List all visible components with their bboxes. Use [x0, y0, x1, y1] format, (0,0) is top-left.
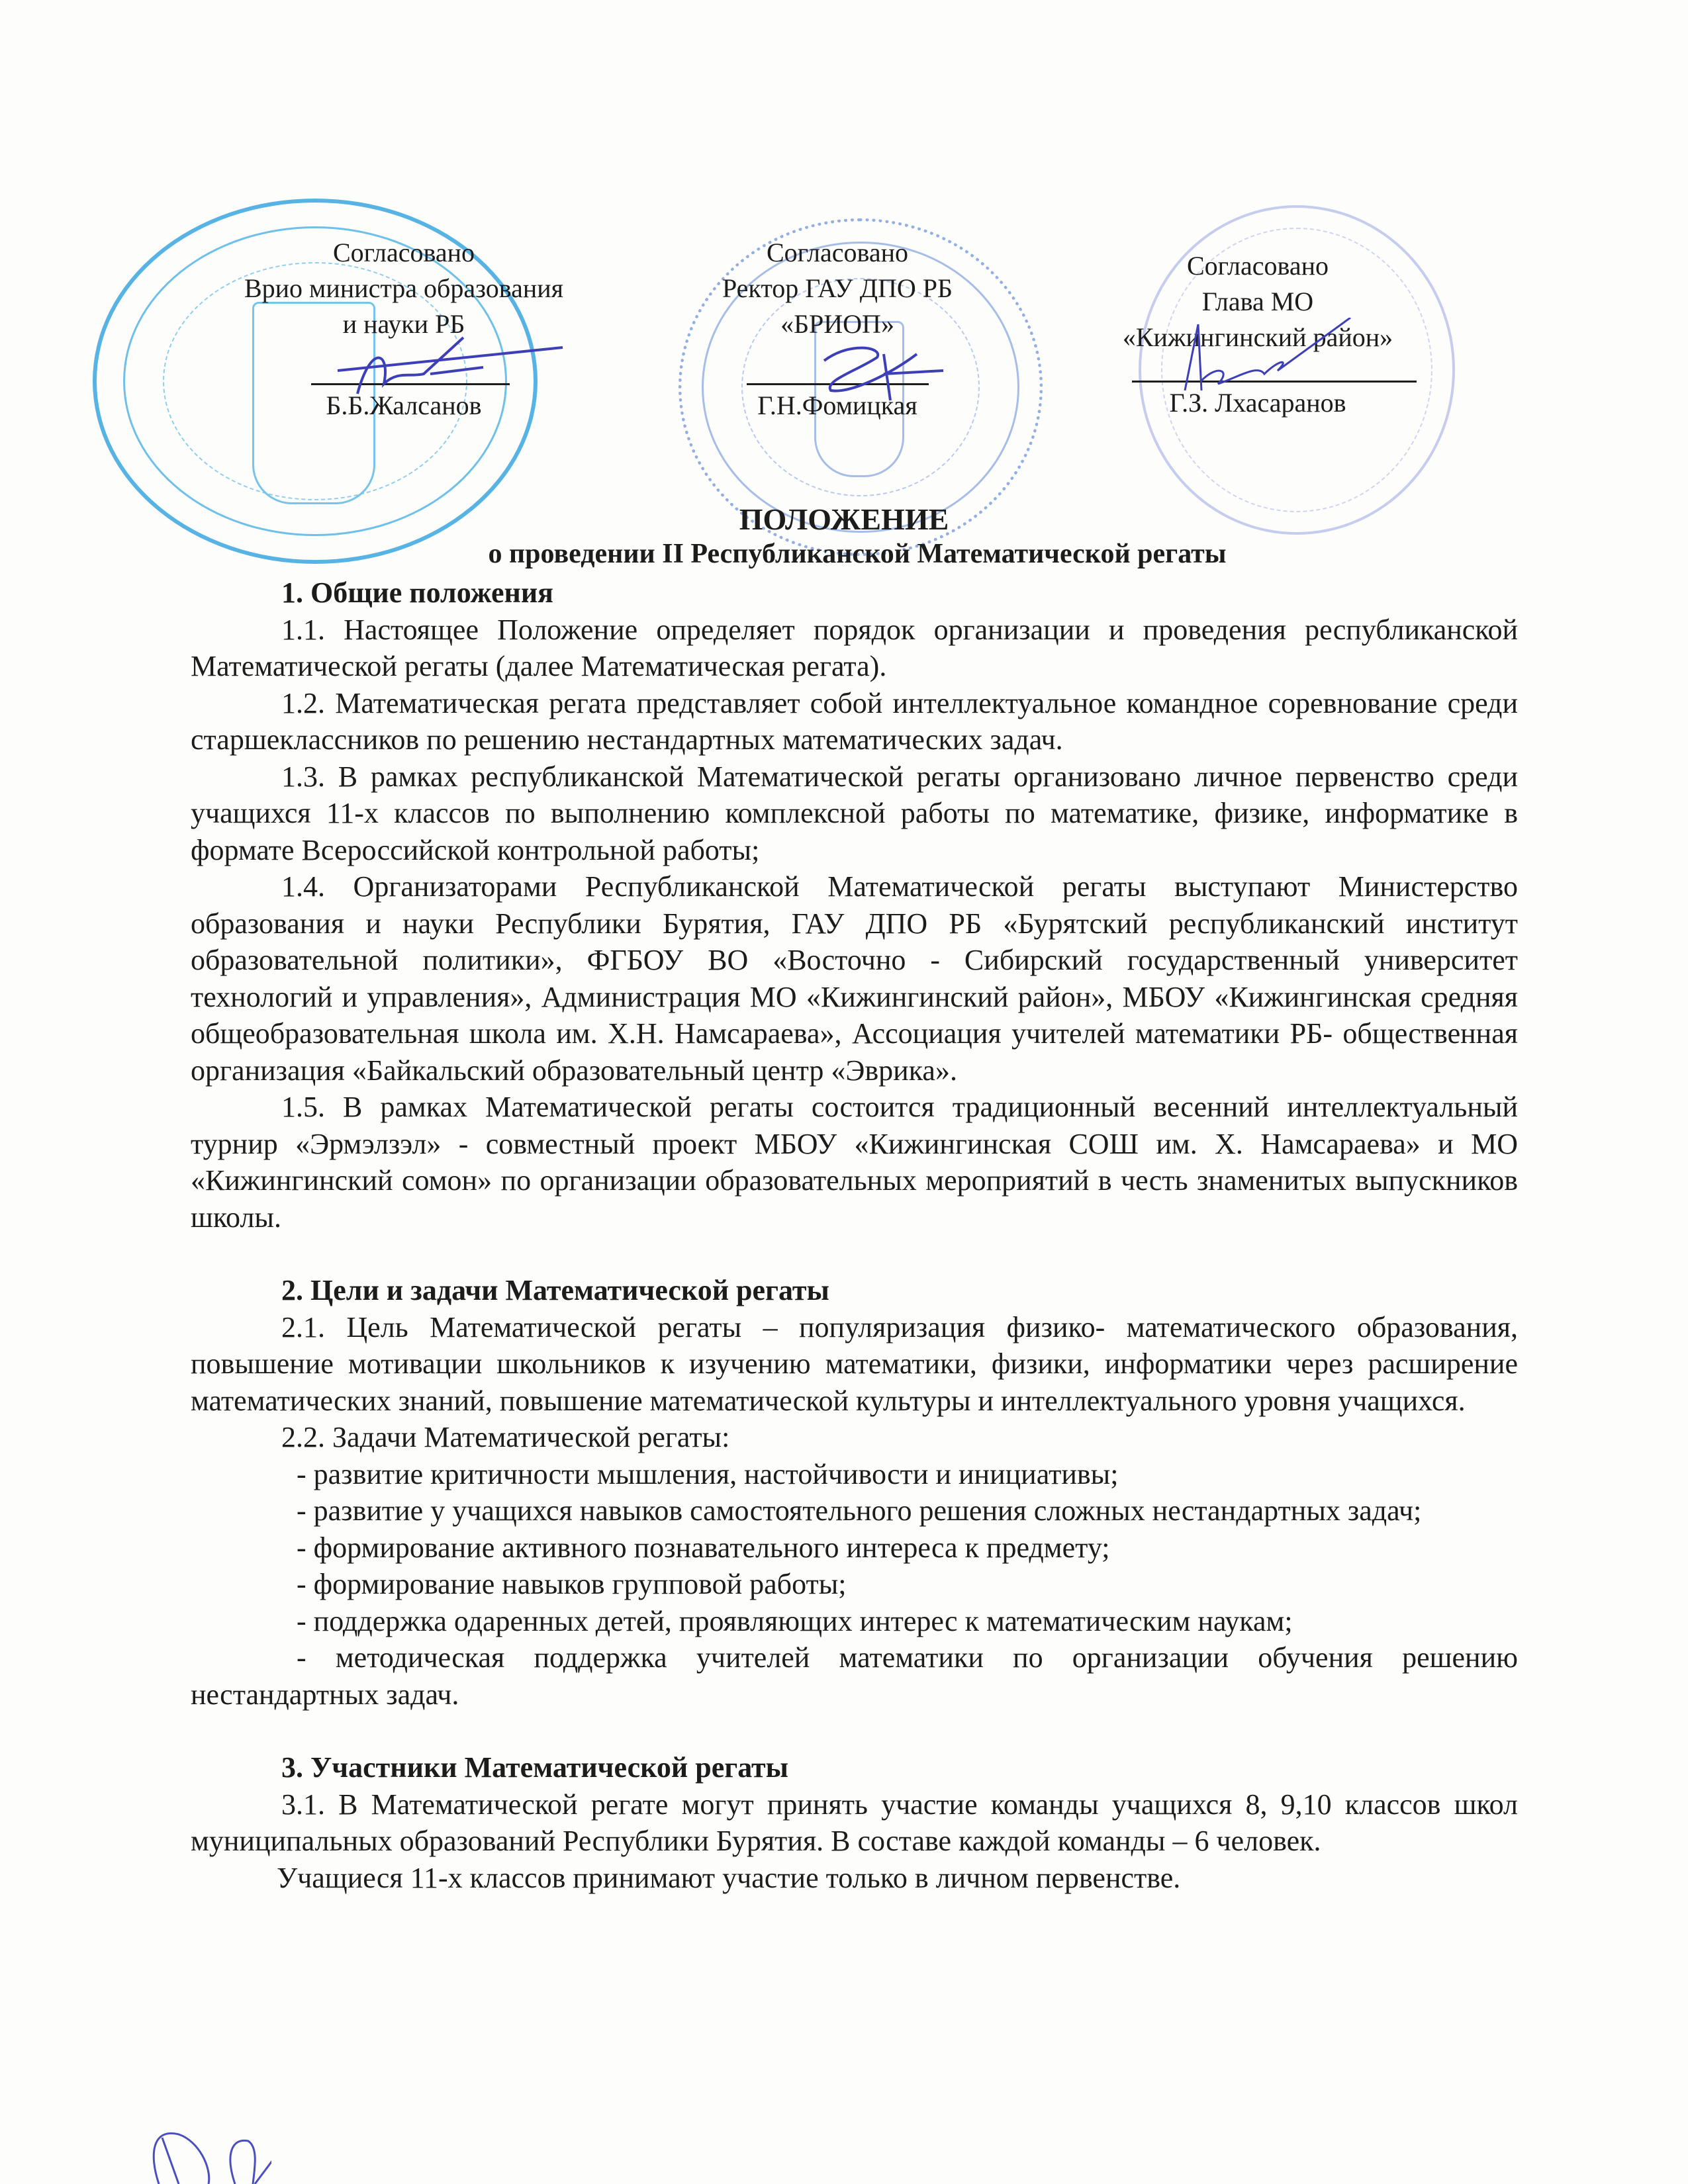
approval-heading: Согласовано	[332, 238, 475, 267]
paragraph: 2.1. Цель Математической регаты – популяризация физико- математического образования, повышение мотивации школьников к изучению математики, физики, информатики через расширение математических знаний, повышение математической культуры и интеллектуального уровня учащихся.	[191, 1310, 1518, 1417]
task-item: - развитие критичности мышления, настойчивости и инициативы;	[297, 1457, 1119, 1490]
spacer	[191, 1713, 1518, 1749]
paragraph: 1.2. Математическая регата представляет собой интеллектуальное командное соревнование среди старшеклассников по решению нестандартных математических задач.	[191, 686, 1518, 756]
approval-position: «БРИОП»	[780, 309, 894, 339]
task-item: - развитие у учащихся навыков самостоятельного решения сложных нестандартных задач;	[297, 1494, 1422, 1527]
approval-position: и науки РБ	[342, 309, 465, 339]
paragraph: 3.1. В Математической регате могут принять участие команды учащихся 8, 9,10 классов школ муниципальных образований Республики Бурятия. В составе каждой команды – 6 человек.	[191, 1788, 1518, 1857]
paragraph: 1.5. В рамках Математической регаты состоится традиционный весенний интеллектуальный турнир «Эрмэлзэл» - совместный проект МБОУ «Кижингинская СОШ им. Х. Намсараева» и МО «Кижингинский сомон» по организации образовательных мероприятий в честь знаменитых выпускников школы.	[191, 1091, 1518, 1234]
paragraph: 1.1. Настоящее Положение определяет порядок организации и проведения республиканской Математической регаты (далее Математическая регата).	[191, 613, 1518, 682]
task-item: - методическая поддержка учителей математики по организации обучения решению нестандартных задач.	[191, 1641, 1518, 1711]
task-item: - формирование активного познавательного интереса к предмету;	[297, 1531, 1110, 1564]
approval-position: Врио министра образования	[244, 273, 564, 303]
document-title: ПОЛОЖЕНИЕ	[739, 502, 949, 536]
task-item: - формирование навыков групповой работы;	[297, 1568, 847, 1600]
paragraph: Учащиеся 11-х классов принимают участие только в личном первенстве.	[277, 1861, 1181, 1894]
paragraph: 1.3. В рамках республиканской Математической регаты организовано личное первенство среди учащихся 11-х классов по выполнению комплексной работы по математике, физике, информатике в формате Всероссийской контрольной работы;	[191, 760, 1518, 866]
section-heading: 3. Участники Математической регаты	[281, 1751, 789, 1784]
paragraph: 2.2. Задачи Математической регаты:	[281, 1421, 730, 1453]
document-body	[191, 574, 1518, 1896]
signature-icon	[1178, 318, 1357, 397]
signature-icon	[331, 331, 569, 404]
approval-position: Глава МО	[1201, 287, 1314, 316]
spacer	[191, 1236, 1518, 1272]
signature-icon	[811, 334, 957, 407]
approval-position: Ректор ГАУ ДПО РБ	[722, 273, 953, 303]
approval-signatory: Г.Н.Фомицкая	[757, 390, 917, 420]
approval-heading: Согласовано	[766, 238, 909, 267]
section-heading: 1. Общие положения	[281, 576, 553, 609]
paragraph: 1.4. Организаторами Республиканской Математической регаты выступают Министерство образования и науки Республики Бурятия, ГАУ ДПО РБ «Бурятский республиканский институт образовательной политики», ФГБОУ ВО «Восточно - Сибирский государственный университет технологий и управления», Администрация МО «Кижингинский район», МБОУ «Кижингинская средняя общеобразовательная школа им. Х.Н. Намсараева», Ассоциация учителей математики РБ- общественная организация «Байкальский образовательный центр «Эврика».	[191, 870, 1518, 1087]
approval-position: «Кижингинский район»	[1122, 322, 1393, 352]
page-initials-signature-icon	[139, 2128, 271, 2184]
document-subtitle: о проведении II Республиканской Математической регаты	[488, 539, 1227, 569]
section-heading: 2. Цели и задачи Математической регаты	[281, 1274, 829, 1306]
task-item: - поддержка одаренных детей, проявляющих интерес к математическим наукам;	[297, 1604, 1293, 1637]
approval-signatory: Б.Б.Жалсанов	[326, 390, 482, 420]
approval-signatory: Г.З. Лхасаранов	[1169, 388, 1346, 418]
approval-heading: Согласовано	[1186, 251, 1329, 281]
